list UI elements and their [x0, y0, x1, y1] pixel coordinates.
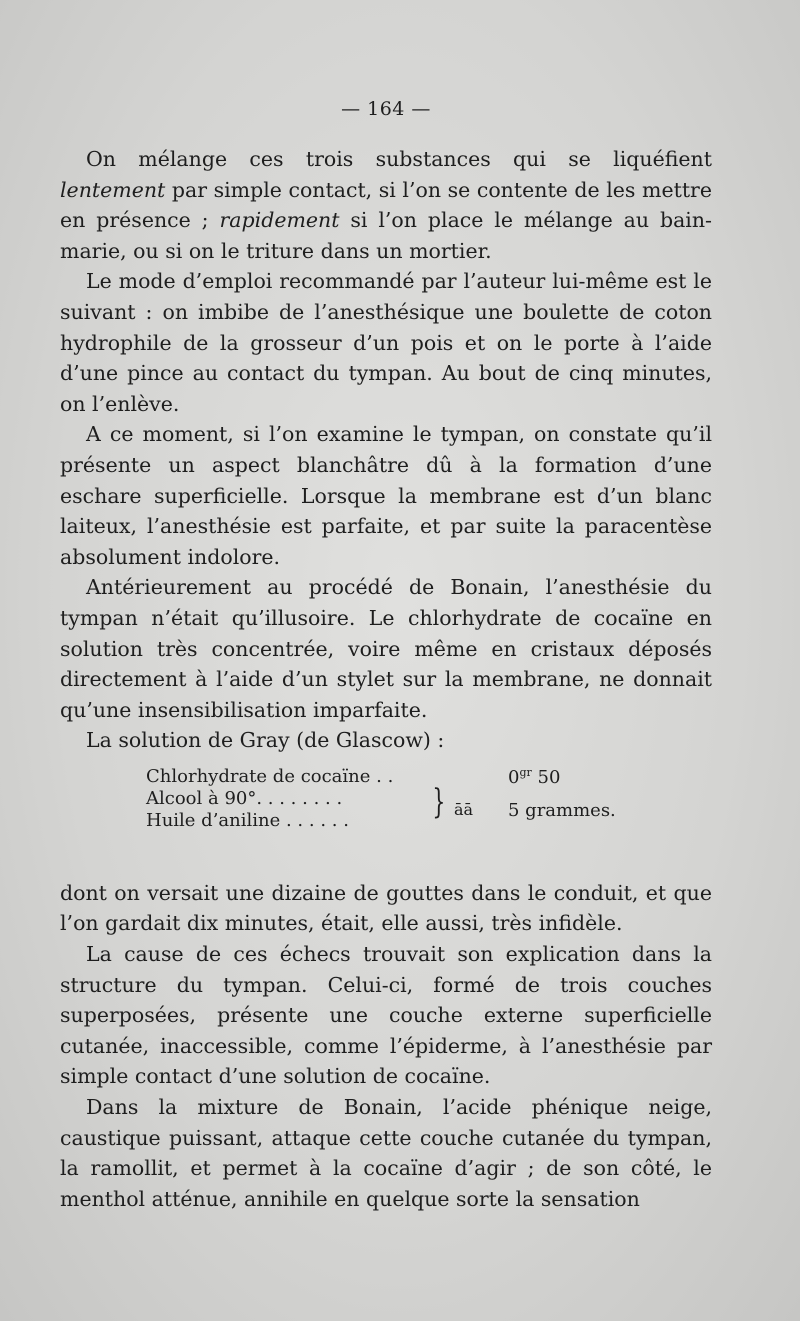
book-page — [60, 96, 712, 1214]
formula-item-aniline: Huile d’aniline . . . . . . — [146, 809, 349, 831]
qty-number: 0 — [508, 766, 520, 788]
paragraph-cause-echecs: La cause de ces échecs trouvait son explication dans la structure du tympan. Celui-ci, formé de trois couches superposées, présente une couche externe superficielle cutanée, inaccessible, comme l’épiderme, à l’anesthésie par simple contact d’une solution de cocaïne. — [60, 942, 712, 1089]
formula-item-cocaine: Chlorhydrate de cocaïne . . — [146, 765, 394, 787]
paragraph-dont-on-versait: dont on versait une dizaine de gouttes dans le conduit, et que l’on gardait dix minutes, était, elle aussi, très infidèle. — [60, 880, 712, 936]
formula-item-alcool: Alcool à 90°. . . . . . . . — [146, 787, 343, 809]
brace-icon: } — [432, 781, 446, 822]
paragraph-mixing — [60, 144, 712, 266]
paragraph-text: par simple contact, si l’on se contente de les mettre en présence ; — [60, 177, 712, 233]
qty-decimal: 50 — [531, 766, 561, 788]
page-number: — 164 — — [341, 98, 431, 120]
emphasis-rapidement: rapidement — [219, 208, 340, 233]
formula-aa: āā — [454, 799, 474, 819]
paragraph-examen-tympan: A ce moment, si l’on examine le tympan, on constate qu’il présente un aspect blanchâtre dû à la formation d’une eschare superficielle. Lorsque la membrane est d’un blanc laiteux, l’anesthésie est parfaite, et par suite la paracentèse absolument indolore. — [60, 422, 712, 569]
formula-block — [60, 762, 712, 852]
paragraph-anterieurement: Antérieurement au procédé de Bonain, l’anesthésie du tympan n’était qu’illusoire. Le chlorhydrate de cocaïne en solution très concentrée, voire même en cristaux déposés directement à l’aide d’un stylet sur la membrane, ne donnait qu’une insensibilisation imparfaite. — [60, 575, 712, 722]
paragraph-mode-emploi: Le mode d’emploi recommandé par l’auteur lui-même est le suivant : on imbibe de l’anesthésique une boulette de coton hydrophile de la grosseur d’un pois et on le porte à l’aide d’une pince au contact du tympan. Au bout de cinq minutes, on l’enlève. — [60, 269, 712, 416]
paragraph-text: si l’on place le mélange au bain-marie, ou si on le triture dans un mortier. — [60, 208, 712, 263]
paragraph-text: On mélange ces trois substances qui se liquéfient — [86, 147, 712, 171]
paragraph-solution-gray: La solution de Gray (de Glascow) : — [86, 728, 445, 753]
formula-qty-cocaine — [508, 766, 560, 788]
emphasis-lentement: lentement — [60, 177, 166, 202]
paragraph-mixture-bonain: Dans la mixture de Bonain, l’acide phénique neige, caustique puissant, attaque cette couche cutanée du tympan, la ramollit, et permet à la cocaïne d’agir ; de son côté, le menthol atténue, annihile en quelque sorte la sensation — [60, 1095, 712, 1211]
qty-unit: gr — [519, 765, 532, 779]
formula-qty-grammes: 5 grammes. — [508, 799, 616, 821]
